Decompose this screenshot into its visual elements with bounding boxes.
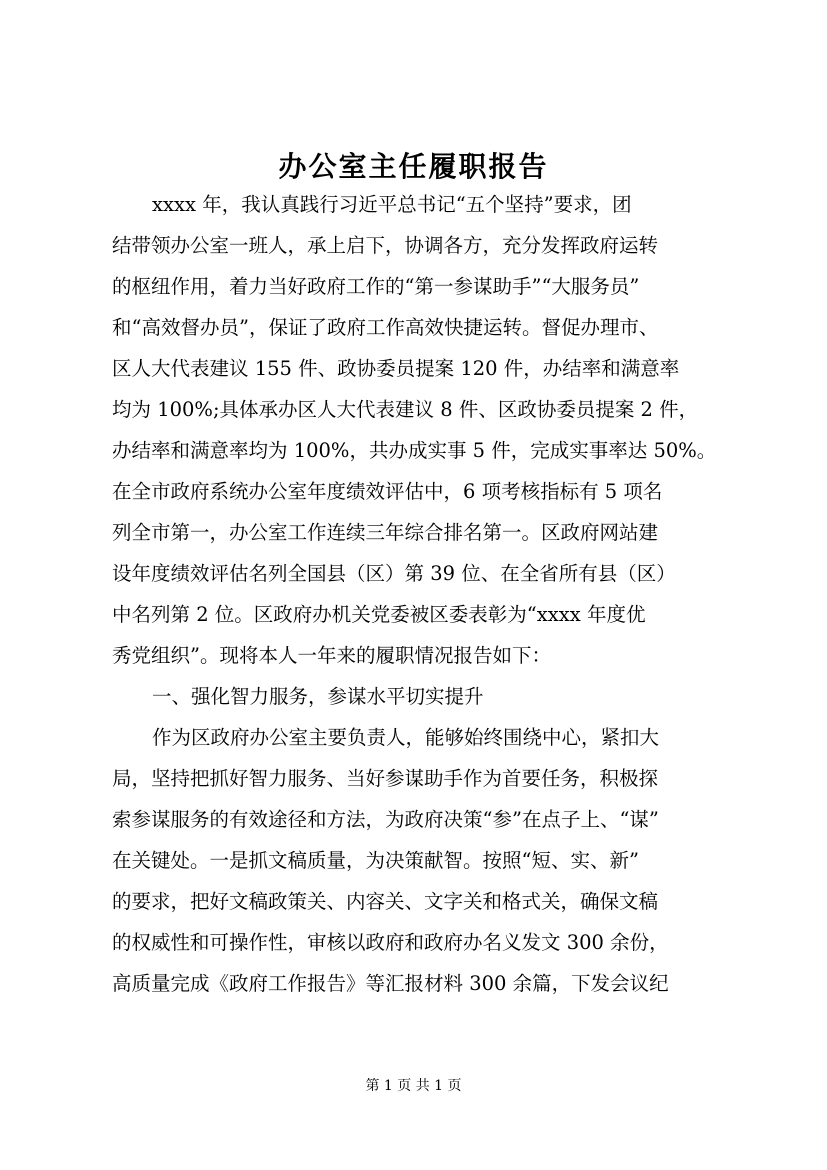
body-line: 索参谋服务的有效途径和方法，为政府决策“参”在点子上、“谋”: [112, 808, 659, 831]
body-line: 列全市第一，办公室工作连续三年综合排名第一。区政府网站建: [112, 521, 659, 544]
body-line: 局，坚持把抓好智力服务、当好参谋助手作为首要任务，积极探: [112, 767, 659, 790]
body-line: 办结率和满意率均为 100%，共办成实事 5 件，完成实事率达 50%。: [112, 439, 717, 462]
body-line: 和“高效督办员”，保证了政府工作高效快捷运转。督促办理市、: [112, 316, 659, 339]
body-line: 区人大代表建议 155 件、政协委员提案 120 件，办结率和满意率: [112, 357, 680, 380]
document-title: 办公室主任履职报告: [278, 150, 549, 183]
body-line: 作为区政府办公室主要负责人，能够始终围绕中心，紧扣大: [152, 726, 660, 749]
body-line: xxxx 年，我认真践行习近平总书记“五个坚持”要求，团: [152, 193, 632, 216]
body-line: 中名列第 2 位。区政府办机关党委被区委表彰为“xxxx 年度优: [112, 603, 646, 626]
page-footer: 第 1 页 共 1 页: [365, 1078, 462, 1094]
body-line: 的枢纽作用，着力当好政府工作的“第一参谋助手”“大服务员”: [112, 275, 640, 298]
body-line: 的要求，把好文稿政策关、内容关、文字关和格式关，确保文稿: [112, 890, 659, 913]
body-line: 均为 100%;具体承办区人大代表建议 8 件、区政协委员提案 2 件，: [112, 398, 699, 421]
body-line: 结带领办公室一班人，承上启下，协调各方，充分发挥政府运转: [112, 234, 659, 257]
body-line: 在关键处。一是抓文稿质量，为决策献智。按照“短、实、新”: [112, 849, 639, 872]
body-line: 高质量完成《政府工作报告》等汇报材料 300 余篇，下发会议纪: [112, 972, 669, 995]
body-line: 在全市政府系统办公室年度绩效评估中，6 项考核指标有 5 项名: [112, 480, 663, 503]
section-heading: 一、强化智力服务，参谋水平切实提升: [152, 685, 484, 708]
body-line: 设年度绩效评估名列全国县（区）第 39 位、在全省所有县（区）: [112, 562, 676, 585]
body-line: 的权威性和可操作性，审核以政府和政府办名义发文 300 余份，: [112, 931, 669, 954]
body-line: 秀党组织”。现将本人一年来的履职情况报告如下：: [112, 644, 551, 667]
